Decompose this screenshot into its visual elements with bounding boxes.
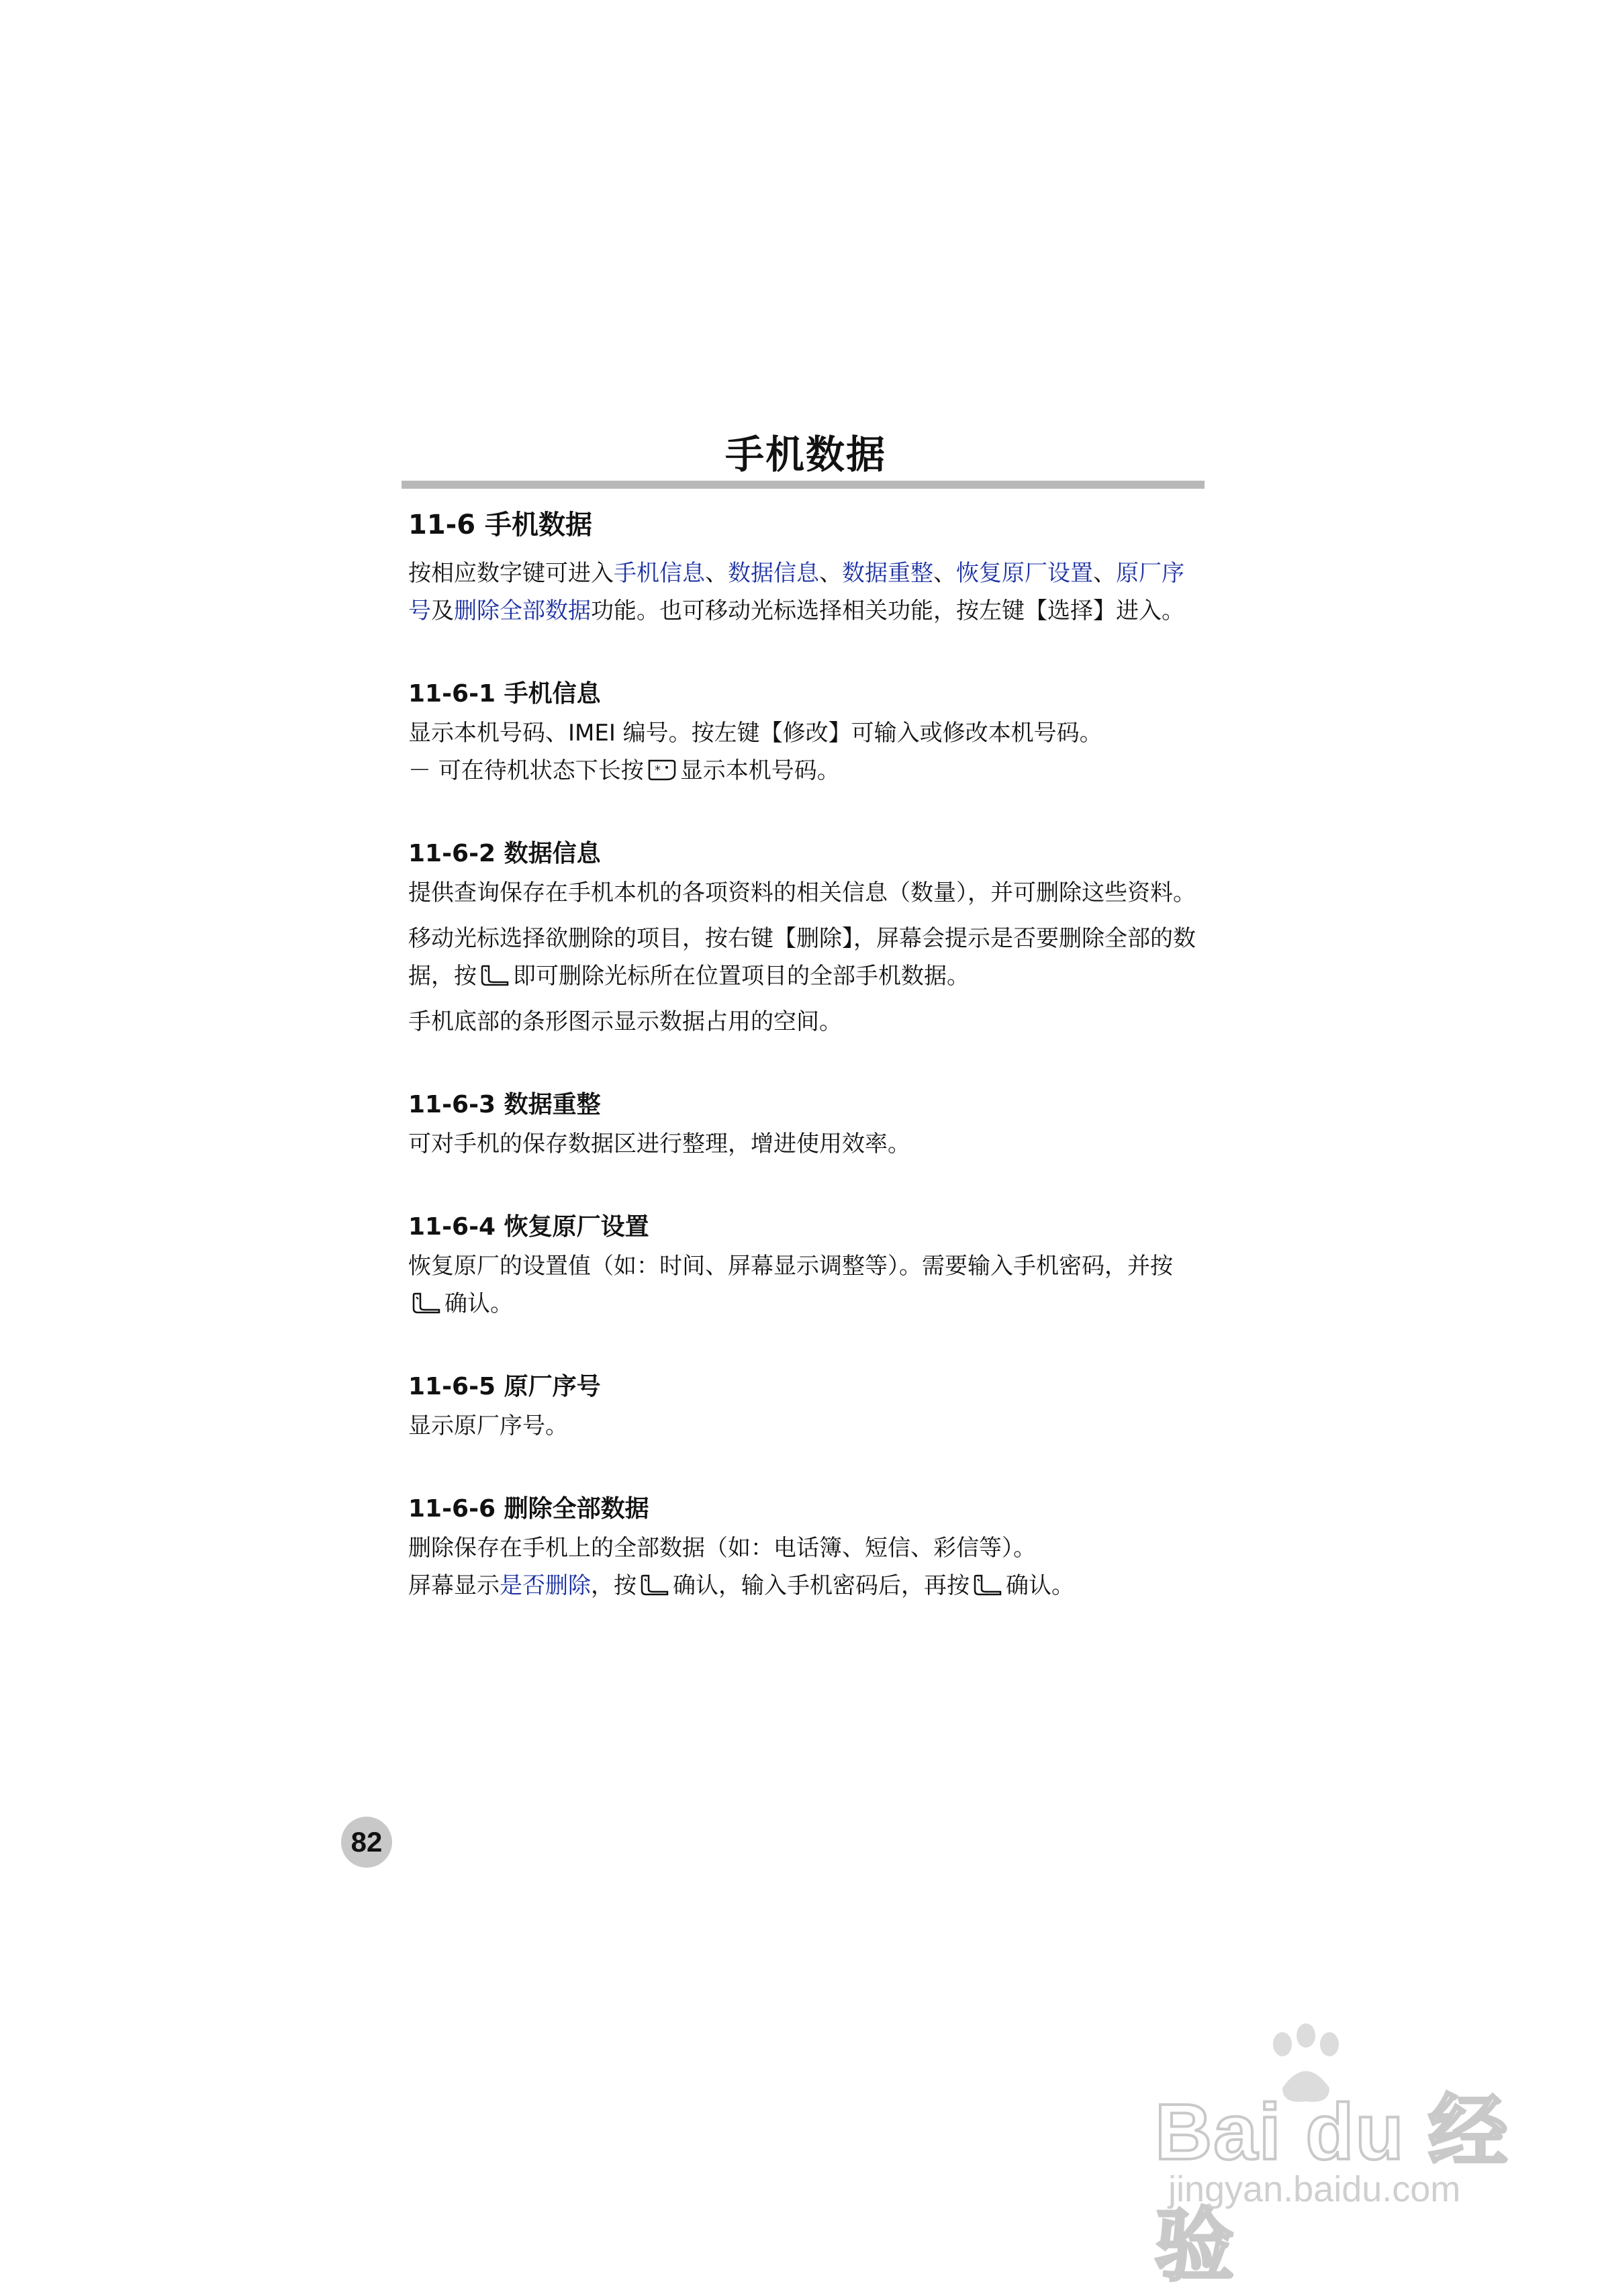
- link-delete-all[interactable]: 删除全部数据: [454, 597, 591, 624]
- call-key-icon: [479, 961, 510, 986]
- section-paragraph: 手机底部的条形图示显示数据占用的空间。: [408, 1008, 842, 1035]
- link-factory-serial[interactable]: 原厂序号: [408, 560, 1184, 624]
- section-paragraph: 屏幕显示是否删除，按 确认，输入手机密码后，再按 确认。: [408, 1572, 1074, 1599]
- section-paragraph: 按相应数字键可进入手机信息、数据信息、数据重整、恢复原厂设置、原厂序号及删除全部数据功能。也可移动光标选择相关功能，按左键【选择】进入。: [408, 560, 1184, 624]
- section-11-6-1: [408, 674, 1201, 790]
- section-11-6-6: [408, 1489, 1201, 1605]
- section-paragraph: 显示原厂序号。: [408, 1413, 568, 1439]
- section-11-6-5: [408, 1367, 1201, 1445]
- call-key-icon: [972, 1571, 1003, 1595]
- section-heading: 11-6-2 数据信息: [408, 840, 601, 867]
- section-heading: 11-6 手机数据: [408, 510, 593, 540]
- section-11-6-2: [408, 834, 1201, 1041]
- link-factory-reset[interactable]: 恢复原厂设置: [956, 560, 1093, 587]
- section-11-6-4: [408, 1207, 1201, 1323]
- section-11-6-3: [408, 1085, 1201, 1163]
- link-data-info[interactable]: 数据信息: [728, 560, 819, 587]
- section-paragraph: 删除保存在手机上的全部数据（如：电话簿、短信、彩信等）。: [408, 1535, 1036, 1562]
- section-11-6: [408, 504, 1201, 630]
- section-heading: 11-6-6 删除全部数据: [408, 1495, 649, 1523]
- call-key-icon: [411, 1289, 442, 1313]
- section-heading: 11-6-3 数据重整: [408, 1091, 601, 1118]
- link-confirm-delete[interactable]: 是否删除: [500, 1572, 591, 1599]
- section-heading: 11-6-5 原厂序号: [408, 1373, 601, 1400]
- section-paragraph: 可对手机的保存数据区进行整理，增进使用效率。: [408, 1131, 910, 1157]
- section-paragraph: 提供查询保存在手机本机的各项资料的相关信息（数量），并可删除这些资料。: [408, 879, 1196, 906]
- watermark-url: jingyan.baidu.com: [1168, 2169, 1461, 2209]
- section-paragraph: 显示本机号码、IMEI 编号。按左键【修改】可输入或修改本机号码。: [408, 720, 1102, 747]
- watermark-brand: Bai du 经验: [1155, 2088, 1509, 2291]
- section-heading: 11-6-1 手机信息: [408, 680, 601, 708]
- section-paragraph: 移动光标选择欲删除的项目，按右键【删除】，屏幕会提示是否要删除全部的数据，按 即可删除光标所在位置项目的全部手机数据。: [408, 925, 1196, 990]
- title-rule: [402, 481, 1205, 489]
- svg-text:*: *: [654, 763, 661, 777]
- section-paragraph: － 可在待机状态下长按 * 显示本机号码。: [408, 757, 840, 784]
- call-key-icon: [639, 1571, 670, 1595]
- page-title: 手机数据: [724, 432, 886, 477]
- link-phone-info[interactable]: 手机信息: [614, 560, 705, 587]
- baidu-watermark: [1128, 2021, 1531, 2291]
- section-heading: 11-6-4 恢复原厂设置: [408, 1213, 649, 1241]
- main-content: [408, 504, 1201, 1605]
- star-key-icon: [647, 756, 677, 780]
- link-data-reorg[interactable]: 数据重整: [842, 560, 933, 587]
- page-number: 82: [341, 1817, 392, 1868]
- section-paragraph: 恢复原厂的设置值（如：时间、屏幕显示调整等）。需要输入手机密码，并按确认。: [408, 1253, 1173, 1317]
